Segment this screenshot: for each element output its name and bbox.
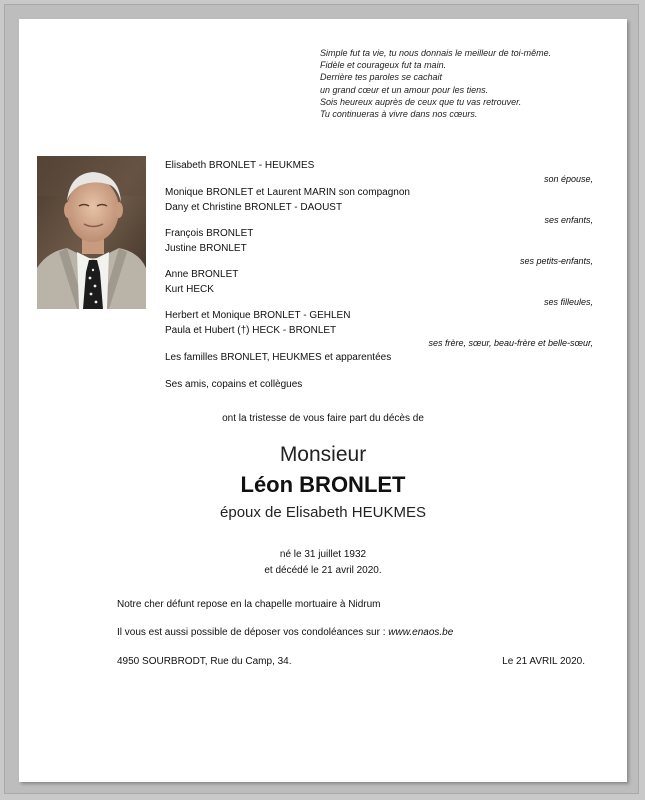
family-name: François BRONLET [165, 228, 254, 239]
deceased-title: Monsieur [279, 443, 367, 466]
family-relation: ses frère, sœur, beau-frère et belle-sœur, [428, 338, 593, 348]
family-relation: ses enfants, [544, 215, 593, 225]
announcement: ont la tristesse de vous faire part du décès de [222, 413, 424, 424]
family-name: Justine BRONLET [165, 243, 247, 254]
address: 4950 SOURBRODT, Rue du Camp, 34. [117, 656, 292, 667]
family-name: Monique BRONLET et Laurent MARIN son compagnon [165, 187, 410, 198]
deceased-spouse: époux de Elisabeth HEUKMES [220, 504, 426, 521]
poem-line: Derrière tes paroles se cachait [320, 72, 443, 83]
family-name: Herbert et Monique BRONLET - GEHLEN [165, 310, 351, 321]
family-name: Ses amis, copains et collègues [165, 379, 303, 390]
portrait-photo [37, 156, 146, 309]
birth-date: né le 31 juillet 1932 [279, 549, 367, 560]
resting-place: Notre cher défunt repose en la chapelle mortuaire à Nidrum [117, 599, 381, 610]
condolences-text: Il vous est aussi possible de déposer vos condoléances sur : [117, 627, 389, 638]
family-name: Les familles BRONLET, HEUKMES et apparentées [165, 352, 392, 363]
condolences-link[interactable]: www.enaos.be [388, 627, 454, 638]
family-name: Elisabeth BRONLET - HEUKMES [165, 160, 315, 171]
obituary-page [19, 19, 627, 782]
family-relation: son épouse, [543, 174, 593, 184]
family-name: Dany et Christine BRONLET - DAOUST [165, 202, 343, 213]
family-relation: ses petits-enfants, [519, 256, 593, 266]
poem-line: Sois heureux auprès de ceux que tu vas retrouver. [320, 96, 522, 107]
family-name: Anne BRONLET [165, 269, 239, 280]
condolences-line [117, 627, 453, 638]
death-date: et décédé le 21 avril 2020. [264, 565, 382, 576]
document-date: Le 21 AVRIL 2020. [502, 656, 585, 667]
poem-line: un grand cœur et un amour pour les tiens. [320, 84, 489, 95]
family-relation: ses filleules, [543, 297, 593, 307]
poem-line: Simple fut ta vie, tu nous donnais le meilleur de toi-même. [320, 48, 552, 58]
deceased-name: Léon BRONLET [240, 472, 406, 497]
poem-line: Tu continueras à vivre dans nos cœurs. [320, 109, 478, 120]
family-name: Kurt HECK [165, 284, 214, 295]
poem [320, 47, 590, 120]
family-name: Paula et Hubert (†) HECK - BRONLET [165, 325, 337, 336]
poem-line: Fidèle et courageux fut ta main. [320, 60, 447, 71]
document-frame [4, 4, 639, 794]
